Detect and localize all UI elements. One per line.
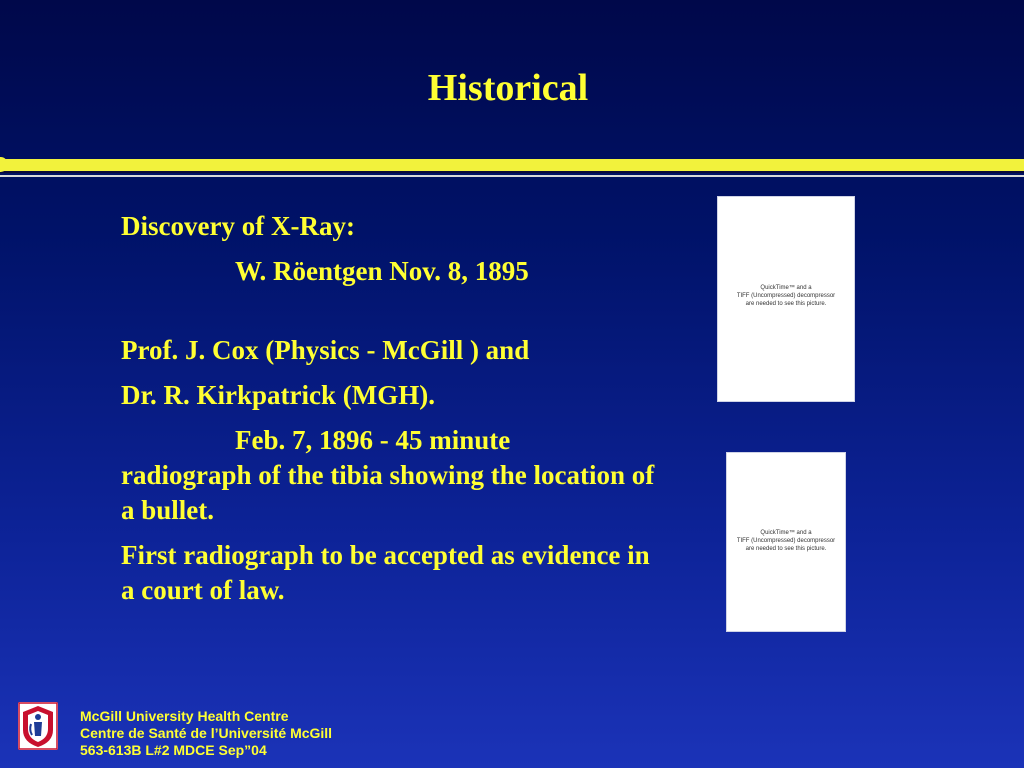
placeholder-line: are needed to see this picture. (745, 301, 827, 307)
body-line-cox: Prof. J. Cox (Physics - McGill ) and (121, 335, 530, 365)
slide-title (0, 66, 1024, 110)
footer-line-institution-fr: Centre de Santé de l’Université McGill (80, 725, 333, 741)
footer-line-reference: 563-613B L#2 MDCE Sep”04 (80, 742, 267, 758)
body-line-date: Feb. 7, 1896 - 45 minute (235, 425, 511, 455)
placeholder-line: TIFF (Uncompressed) decompressor (736, 293, 836, 299)
placeholder-message (727, 529, 845, 553)
body-line-court: First radiograph to be accepted as evidence in a court of law. (121, 540, 650, 605)
body-line-radiograph: radiograph of the tibia showing the location of a bullet. (121, 460, 655, 525)
title-rule-dark (0, 171, 1024, 173)
slide-body (121, 209, 661, 608)
placeholder-line: TIFF (Uncompressed) decompressor (736, 538, 836, 544)
footer (80, 708, 332, 759)
placeholder-image-1 (717, 196, 855, 402)
title-rule-grey (0, 175, 1024, 177)
slide-title-text: Historical (427, 67, 589, 109)
placeholder-line: QuickTime™ and a (760, 285, 812, 291)
body-line-roentgen: W. Röentgen Nov. 8, 1895 (235, 256, 529, 286)
placeholder-message (718, 284, 854, 308)
muhc-logo (18, 702, 58, 750)
placeholder-line: QuickTime™ and a (760, 530, 812, 536)
body-line-discovery: Discovery of X-Ray: (121, 211, 355, 241)
placeholder-line: are needed to see this picture. (745, 546, 827, 552)
placeholder-image-2 (726, 452, 846, 632)
title-rule-yellow (0, 159, 1024, 171)
footer-line-institution: McGill University Health Centre (80, 708, 289, 724)
body-line-kirkpatrick: Dr. R. Kirkpatrick (MGH). (121, 380, 435, 410)
muhc-logo-icon (18, 702, 58, 750)
